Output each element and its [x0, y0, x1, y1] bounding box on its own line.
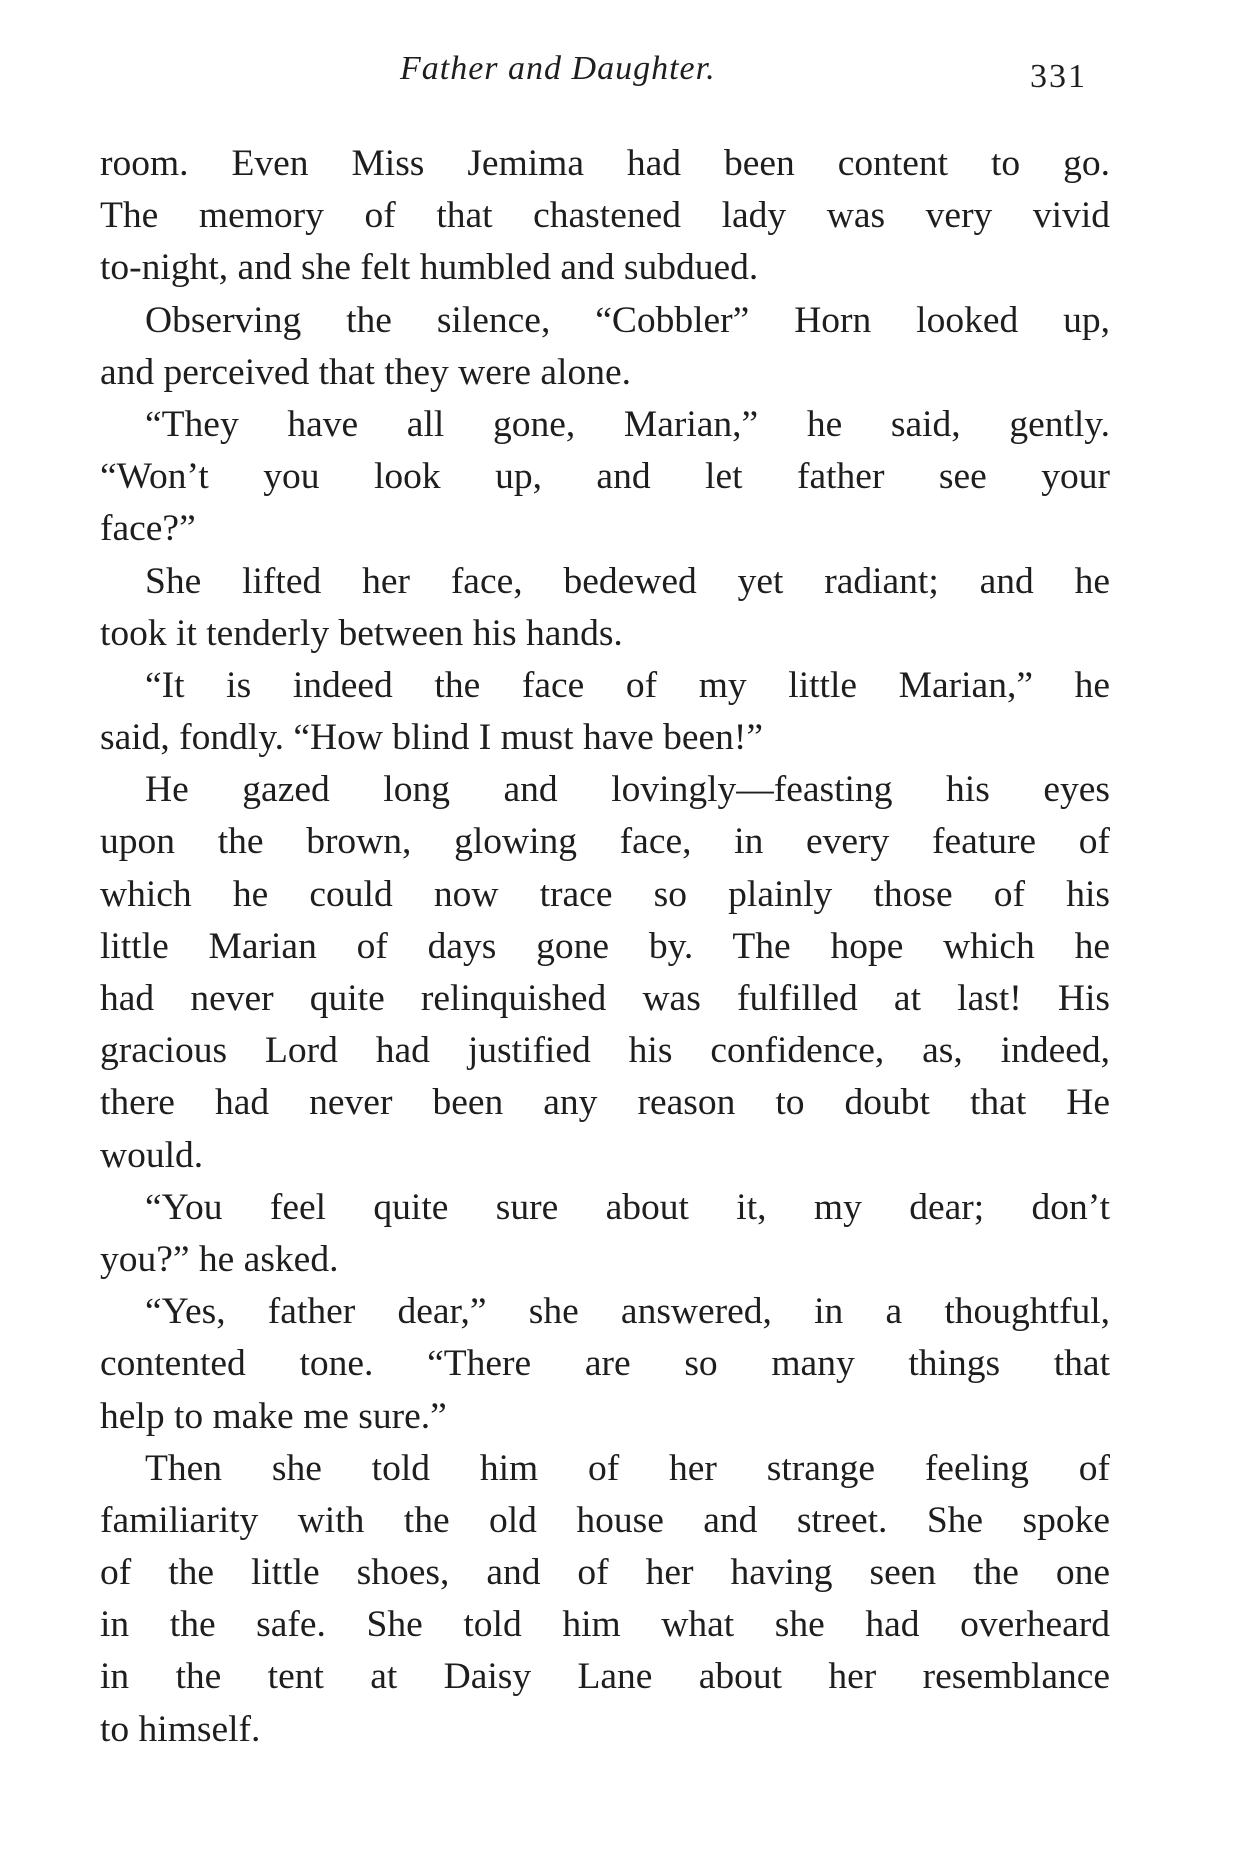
body-text — [100, 138, 1110, 1756]
text-line: and perceived that they were alone. — [100, 351, 631, 393]
text-line: “It is indeed the face of my little Marian,” he — [145, 664, 1110, 706]
text-line: gracious Lord had justified his confidence, as, indeed, — [100, 1030, 1110, 1072]
text-line: He gazed long and lovingly—feasting his eyes — [145, 769, 1110, 811]
text-line: face?” — [100, 508, 196, 550]
text-line: to himself. — [100, 1708, 261, 1750]
text-line: had never quite relinquished was fulfilled at last! His — [100, 978, 1110, 1019]
running-title: Father and Daughter. — [400, 50, 716, 87]
text-line: there had never been any reason to doubt that He — [100, 1082, 1110, 1124]
text-line: to-night, and she felt humbled and subdued. — [100, 247, 759, 289]
text-line: you?” he asked. — [100, 1238, 339, 1280]
page-number: 331 — [1030, 58, 1087, 95]
text-line: She lifted her face, bedewed yet radiant; and he — [145, 560, 1110, 602]
text-line: little Marian of days gone by. The hope which he — [100, 925, 1110, 967]
text-line: of the little shoes, and of her having seen the one — [100, 1552, 1110, 1594]
text-line: Then she told him of her strange feeling of — [145, 1447, 1110, 1489]
text-line: Observing the silence, “Cobbler” Horn looked up, — [145, 299, 1110, 341]
text-line: help to make me sure.” — [100, 1395, 447, 1437]
text-line: “You feel quite sure about it, my dear; don’t — [145, 1186, 1110, 1228]
text-line: in the safe. She told him what she had overheard — [100, 1604, 1110, 1646]
text-line: familiarity with the old house and street. She spoke — [100, 1499, 1110, 1541]
text-line: “Won’t you look up, and let father see your — [100, 456, 1110, 498]
text-line: would. — [100, 1134, 204, 1176]
text-line: in the tent at Daisy Lane about her resemblance — [100, 1656, 1110, 1698]
text-line: room. Even Miss Jemima had been content to go. — [100, 143, 1110, 184]
text-line: said, fondly. “How blind I must have been!” — [100, 717, 764, 759]
running-head — [0, 46, 1242, 96]
text-line: took it tenderly between his hands. — [100, 612, 623, 654]
text-line: “Yes, father dear,” she answered, in a thoughtful, — [145, 1291, 1110, 1333]
text-line: The memory of that chastened lady was very vivid — [100, 195, 1110, 237]
text-line: which he could now trace so plainly those of his — [100, 873, 1110, 915]
text-line: contented tone. “There are so many things that — [100, 1343, 1110, 1385]
text-line: upon the brown, glowing face, in every feature of — [100, 821, 1110, 863]
text-line: “They have all gone, Marian,” he said, gently. — [145, 403, 1110, 445]
